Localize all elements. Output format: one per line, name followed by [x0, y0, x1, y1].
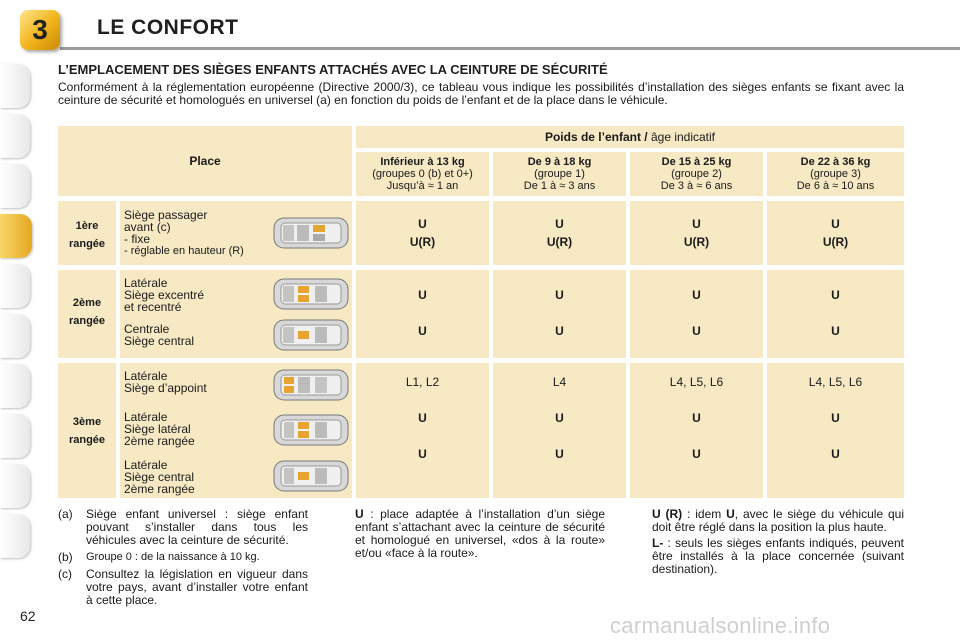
chapter-tab-7[interactable] — [0, 364, 30, 408]
page-number: 62 — [20, 608, 36, 624]
footnote-key: U (R) — [652, 507, 683, 521]
footnote-b — [58, 551, 308, 564]
seat-line: Latérale — [124, 410, 168, 424]
footnote-u — [355, 508, 605, 560]
weight-header-light: âge indicatif — [647, 130, 716, 144]
row-label-2 — [58, 270, 116, 358]
column-header — [493, 152, 626, 196]
seat-description — [124, 209, 244, 257]
seat-description — [124, 411, 195, 447]
footnote-key: U — [355, 507, 364, 521]
footnote-text: Consultez la législation en vigueur dans votre pays, avant d’installer votre enfant à cette place. — [86, 567, 308, 607]
footnotes-left — [58, 508, 308, 607]
row-label-3 — [58, 363, 116, 498]
footnote-key: U — [726, 507, 735, 521]
column-header — [356, 152, 489, 196]
chapter-title: LE CONFORT — [97, 16, 239, 39]
chapter-number-badge: 3 — [20, 10, 60, 50]
chapter-tab-1[interactable] — [0, 64, 30, 108]
seat-line: et recentré — [124, 300, 182, 314]
seat-line: Siège d’appoint — [124, 381, 207, 395]
seat-line: - réglable en hauteur (R) — [124, 245, 244, 257]
seat-description — [124, 277, 204, 313]
value-cell: L1, L2 U U — [356, 363, 489, 498]
car-seat-diagram-icon — [273, 277, 349, 311]
value-cell: L4, L5, L6 U U — [767, 363, 904, 498]
seat-cell — [120, 363, 352, 498]
footnote-a — [58, 508, 308, 547]
column-group: (groupes 0 (b) et 0+) — [372, 168, 473, 180]
header-rule — [60, 47, 960, 50]
row-label-line: 3ème — [72, 416, 102, 428]
footnote-text: Siège enfant universel : siège enfant pouvant s’installer dans tous les véhicules avec la ceinture de sécurité. — [86, 507, 308, 547]
watermark: carmanualsonline.info — [610, 613, 831, 638]
row-label-line: rangée — [68, 315, 106, 327]
seat-line: Latérale — [124, 369, 168, 383]
footnote-text: : idem — [682, 507, 727, 521]
column-title: De 15 à 25 kg — [661, 156, 732, 168]
car-seat-diagram-icon — [273, 368, 349, 402]
seat-line: Centrale — [124, 322, 170, 336]
row-label-line: 2ème — [72, 297, 102, 309]
seat-line: Siège excentré — [124, 288, 205, 302]
footnote-key: (b) — [58, 550, 73, 564]
chapter-tab-6[interactable] — [0, 314, 30, 358]
column-header — [767, 152, 904, 196]
column-title: Inférieur à 13 kg — [380, 156, 465, 168]
chapter-tab-8[interactable] — [0, 414, 30, 458]
row-label-1 — [58, 201, 116, 265]
seat-cell — [120, 201, 352, 265]
chapter-tab-3[interactable] — [0, 164, 30, 208]
footnote-c — [58, 568, 308, 607]
row-label-line: rangée — [68, 434, 106, 446]
value-cell: U U — [630, 270, 763, 358]
seat-line: Siège central — [124, 334, 195, 348]
footnote-ur — [652, 508, 904, 534]
column-header — [630, 152, 763, 196]
seat-line: avant (c) — [124, 220, 171, 234]
weight-header-cell — [356, 126, 904, 148]
seat-line: - fixe — [124, 232, 151, 246]
value-cell: U U(R) — [767, 201, 904, 265]
footnote-text: , avec le siège du véhicule qui doit être réglé dans la position la plus haute. — [652, 507, 904, 534]
row-label-line: rangée — [68, 238, 106, 250]
weight-header-bold: Poids de l’enfant / — [544, 130, 648, 144]
value-cell: U U(R) — [356, 201, 489, 265]
value-cell: L4, L5, L6 U U — [630, 363, 763, 498]
seat-line: Siège passager — [124, 208, 208, 222]
chapter-tabs — [0, 64, 32, 564]
seat-line: Latérale — [124, 458, 168, 472]
value-cell: L4 U U — [493, 363, 626, 498]
chapter-tab-2[interactable] — [0, 114, 30, 158]
chapter-tab-active[interactable] — [0, 214, 32, 258]
place-header: Place — [189, 154, 221, 168]
column-age: De 6 à ≈ 10 ans — [796, 180, 875, 192]
seat-line: 2ème rangée — [124, 482, 195, 496]
column-group: (groupe 1) — [534, 168, 585, 180]
seat-line: Siège central — [124, 470, 195, 484]
footnote-key: (c) — [58, 567, 72, 581]
column-age: De 1 à ≈ 3 ans — [523, 180, 596, 192]
chapter-tab-5[interactable] — [0, 264, 30, 308]
column-age: Jusqu’à ≈ 1 an — [386, 180, 459, 192]
value-cell: U U(R) — [493, 201, 626, 265]
footnote-key: L- — [652, 536, 664, 550]
footnote-text: : seuls les sièges enfants indiqués, peuvent être installés à la place concernée (suivant destination). — [652, 536, 904, 576]
footnote-text: : place adaptée à l’installation d’un siège enfant s’attachant avec la ceinture de sécurité et homologué en universel, «dos à la route» et/ou «face à la route». — [355, 507, 605, 560]
value-cell: U U — [767, 270, 904, 358]
column-age: De 3 à ≈ 6 ans — [660, 180, 733, 192]
seat-description — [124, 370, 207, 394]
footnotes-right — [652, 508, 904, 576]
section-title: L’EMPLACEMENT DES SIÈGES ENFANTS ATTACHÉS AVEC LA CEINTURE DE SÉCURITÉ — [58, 62, 608, 77]
value-cell: U U(R) — [630, 201, 763, 265]
seat-line: 2ème rangée — [124, 434, 195, 448]
footnote-l — [652, 537, 904, 576]
column-group: (groupe 3) — [810, 168, 861, 180]
seat-description — [124, 323, 194, 347]
car-seat-diagram-icon — [273, 459, 349, 493]
seat-line: Siège latéral — [124, 422, 191, 436]
car-seat-diagram-icon — [273, 216, 349, 250]
seat-line: Latérale — [124, 276, 168, 290]
chapter-tab-10[interactable] — [0, 514, 30, 558]
column-title: De 22 à 36 kg — [800, 156, 871, 168]
column-group: (groupe 2) — [671, 168, 722, 180]
value-cell: U U — [493, 270, 626, 358]
row-label-line: 1ère — [75, 220, 99, 232]
intro-paragraph: Conformément à la réglementation européenne (Directive 2000/3), ce tableau vous indique les possibilités d’installation des sièges enfants se fixant avec la ceinture de sécurité et homologués en universel (a) en fonction du poids de l’enfant et de la place dans le véhicule. — [58, 80, 904, 107]
seat-cell — [120, 270, 352, 358]
value-cell: U U — [356, 270, 489, 358]
column-title: De 9 à 18 kg — [527, 156, 592, 168]
car-seat-diagram-icon — [273, 413, 349, 447]
place-header-cell — [58, 126, 352, 196]
footnote-text: Groupe 0 : de la naissance à 10 kg. — [86, 551, 260, 563]
chapter-tab-9[interactable] — [0, 464, 30, 508]
seat-description — [124, 459, 195, 495]
child-seat-table — [58, 126, 904, 498]
car-seat-diagram-icon — [273, 318, 349, 352]
footnote-key: (a) — [58, 507, 73, 521]
